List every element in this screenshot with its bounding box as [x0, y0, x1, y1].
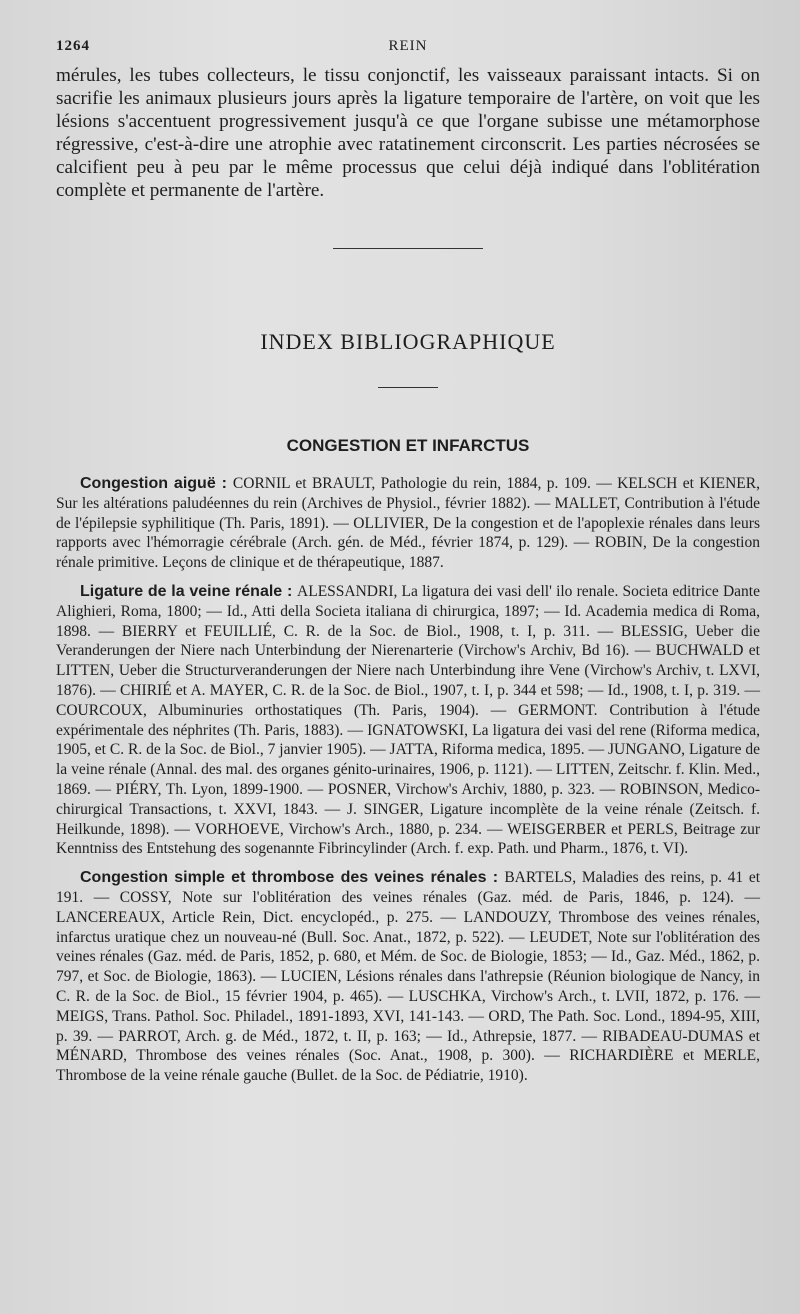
entry-references: BARTELS, Maladies des reins, p. 41 et 191. — COSSY, Note sur l'oblitération des veines rénales (Gaz. méd. de Paris, 1846, p. 124). — LANCEREAUX, Article Rein, Dict. encyclopéd., p. 275. — LANDOUZY, Thrombose des veines rénales, infarctus uratique chez un nouveau-né (Bull. Soc. Anat., 1872, p. 522). — LEUDET, Note sur l'oblitération des veines rénales (Gaz. méd. de Paris, 1852, p. 680, et Mém. de Soc. de Biologie, 1853; — Id., Gaz. Méd., 1862, p. 797, et Soc. de Biologie, 1863). — LUCIEN, Lésions rénales dans l'athrepsie (Réunion biologique de Nancy, in C. R. de la Soc. de Biol., 15 février 1904, p. 465). — LUSCHKA, Virchow's Arch., t. LVII, 1872, p. 176. — MEIGS, Trans. Pathol. Soc. Philadel., 1891-1893, XVI, 141-143. — ORD, The Path. Soc. Lond., 1894-95, XIII, p. 39. — PARROT, Arch. g. de Méd., 1872, t. II, p. 163; — Id., Athrepsie, 1877. — RIBADEAU-DUMAS et MÉNARD, Thrombose des veines rénales (Soc. Anat., 1908, p. 300). — RICHARDIÈRE et MERLE, Thrombose de la veine rénale gauche (Bullet. de la Soc. de Pédiatrie, 1910).	[56, 869, 761, 1085]
separator-rule	[333, 248, 483, 249]
subsection-title: CONGESTION ET INFARCTUS	[286, 436, 530, 455]
entry-heading: Congestion simple et thrombose des veines rénales :	[80, 869, 505, 887]
bibliography-entry	[56, 474, 760, 573]
bibliography-entry	[56, 582, 760, 859]
entry-heading: Ligature de la veine rénale :	[80, 582, 298, 600]
bibliography	[56, 474, 760, 1086]
entry-references: ALESSANDRI, La ligatura dei vasi dell' ilo renale. Societa editrice Dante Alighieri, Roma, 1800; — Id., Atti della Societa italiana di chirurgica, 1897; — Id. Academia medica di Roma, 1898. — BIERRY et FEUILLIÉ, C. R. de la Soc. de Biol., 1908, t. I, p. 311. — BLESSIG, Ueber die Veranderungen der Niere nach Unterbindung der Nierenarterie (Virchow's Archiv, Bd 16). — BUCHWALD et LITTEN, Ueber die Structurveranderungen der Niere nach Unterbindung ihre Vene (Virchow's Archiv, t. LXVI, 1876). — CHIRIÉ et A. MAYER, C. R. de la Soc. de Biol., 1907, t. I, p. 344 et 598; — Id., 1908, t. I, p. 319. — COURCOUX, Albuminuries orthostatiques (Th. Paris, 1904). — GERMONT. Contribution à l'étude expérimentale des néphrites (Th. Paris, 1883). — IGNATOWSKI, La ligatura dei vasi del rene (Riforma medica, 1905, et C. R. de la Soc. de Biol., 7 janvier 1905). — JATTA, Riforma medica, 1895. — JUNGANO, Ligature de la veine rénale (Annal. des mal. des organes génito-urinaires, 1906, p. 1121). — LITTEN, Zeitschr. f. Klin. Med., 1869. — PIÉRY, Th. Lyon, 1899-1900. — POSNER, Virchow's Archiv, 1880, p. 323. — ROBINSON, Medico-chirurgical Transactions, t. XXVI, 1843. — J. SINGER, Ligature incomplète de la veine rénale (Zeitsch. f. Heilkunde, 1898). — VORHOEVE, Virchow's Arch., 1880, p. 234. — WEISGERBER et PERLS, Beitrage zur Kenntniss des Entstehung des sogenannte Fibrincylinder (Arch. f. exp. Path. und Pharm., 1876, t. VI).	[56, 582, 760, 858]
entry-heading: Congestion aiguë :	[80, 475, 233, 492]
intro-paragraph: mérules, les tubes collecteurs, le tissu conjonctif, les vaisseaux paraissant intacts. Si on sacrifie les animaux plusieurs jours après la ligature temporaire de l'artère, on voit que les lésions s'accentuent progressivement jusqu'à ce que l'organe subisse une métamorphose régressive, c'est-à-dire une atrophie avec ratatinement circonscrit. Les parties nécrosées se calcifient peu à peu par le même processus que celui déjà indiqué dans l'oblitération complète et permanente de l'artère.	[56, 65, 760, 201]
title-underline	[378, 387, 438, 388]
section-title: INDEX BIBLIOGRAPHIQUE	[260, 329, 556, 354]
entry-references: CORNIL et BRAULT, Pathologie du rein, 1884, p. 109. — KELSCH et KIENER, Sur les altérations paludéennes du rein (Archives de Physiol., février 1882). — MALLET, Contribution à l'étude de l'épilepsie syphilitique (Th. Paris, 1891). — OLLIVIER, De la congestion et de l'apoplexie rénales dans leurs rapports avec l'hémorragie cérébrale (Arch. gén. de Méd., février 1874, p. 129). — ROBIN, De la congestion rénale primitive. Leçons de clinique et de thérapeutique, 1887.	[56, 475, 760, 572]
running-title: REIN	[388, 38, 428, 54]
page-header	[56, 34, 760, 64]
page-number: 1264	[56, 38, 90, 54]
bibliography-entry	[56, 868, 760, 1086]
